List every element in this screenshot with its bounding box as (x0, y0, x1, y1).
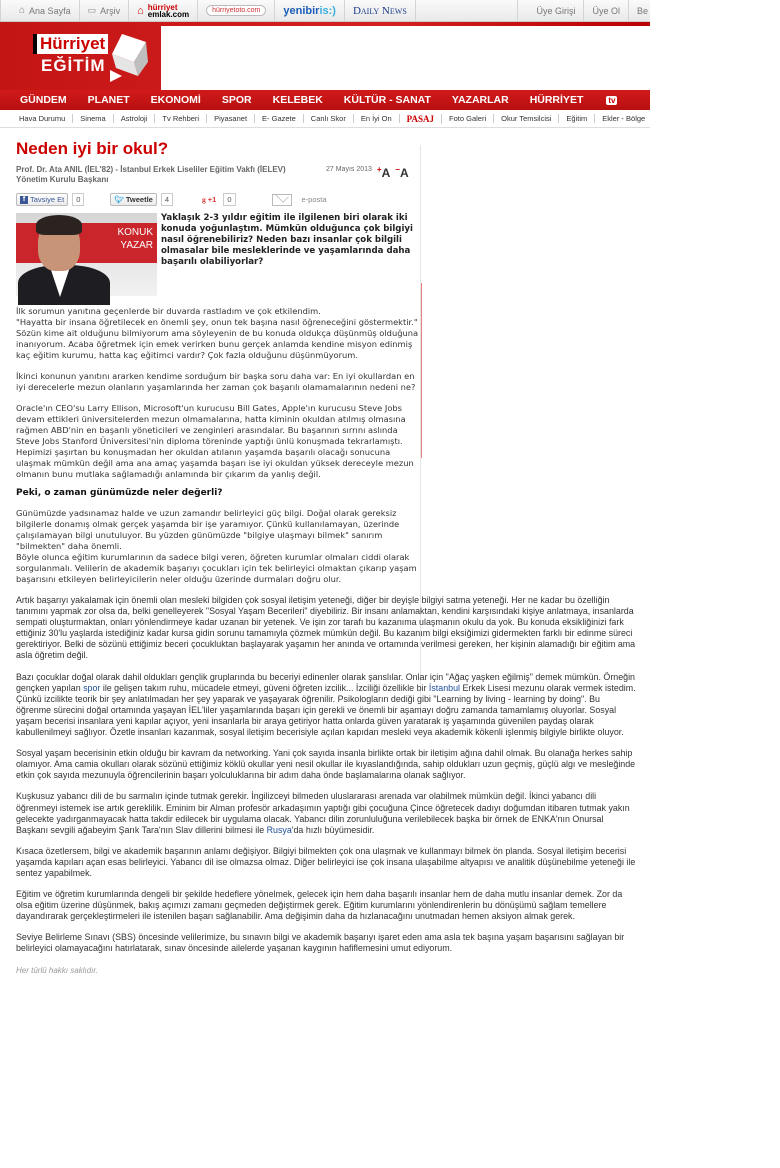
home-icon: ⌂ (19, 5, 26, 16)
guest-writer-label: KONUK YAZAR (117, 227, 153, 251)
font-increase-button[interactable]: +A (376, 165, 391, 180)
paragraph: Sözün kime ait olduğunu bilmiyorum ama söyleyenin de bu konuda oldukça düşünmüş olduğuna inanıyorum. Acaba öğretmek için emek verirken bunu gerçek anlamda kendine misyon edinmiş kaç eğitim kurumu, hatta kaç eğitimci vardır? Çok fazla olduğunu düşünmüyorum. (16, 328, 419, 360)
nav-saglik-yasam[interactable]: SAĞLIK - YAŞAM (659, 94, 746, 106)
email-envelope-icon[interactable] (272, 194, 292, 206)
subnav-canli-skor[interactable]: Canlı Skor (304, 114, 354, 123)
subnav-foto-galeri[interactable]: Foto Galeri (442, 114, 494, 123)
nav-kultur-sanat[interactable]: KÜLTÜR - SANAT (343, 94, 431, 106)
article-intro: Yaklaşık 2-3 yıldır eğitim ile ilgilenen biri olarak iki konuda yoğunlaştım. Mümkün olduğunca çok bilgiyi nasıl öğrenebiliriz? Neden bazı insanlar çok bilgili olmasalar bile mesleklerinde ve yaşamlarında daha başarılı olabiliyorlar? (161, 213, 413, 267)
quote: "Hayatta bir insana öğretilecek en önemli şey, onun tek başına nasıl öğreneceğini göstermektir." (16, 317, 418, 327)
nav-ekonomi[interactable]: EKONOMİ (150, 94, 201, 106)
nav-gundem[interactable]: GÜNDEM (20, 94, 67, 106)
paragraph: Oracle'ın CEO'su Larry Ellison, Microsoft'un kurucusu Bill Gates, Apple'ın kurucusu Steve Jobs devam ettikleri üniversitelerden mezun olmamalarına, hatta kiminin okuldan atılmış olmasına rağmen ABD'nin en başarılı yöneticileri ve zenginleri arasındalar. Bu başarının sırrını aslında Steve Jobs Stanford Üniversitesi'nin diploma töreninde yaptığı ünlü konuşmada tekrarlamıştı. Hepimizi şaşırtan bu konuşmadan her okuldan atılanın yaşamda başarılı olacağı sonucuna ulaşmak mümkün değil ama ana amaç yaşamda başarı ise iyi okuldan yüksek dereceyle mezun olmanın bunu mutlaka sağlamadığı anlamında bir çıkarım da yanlış değil. (16, 403, 414, 479)
hurriyet-emlak-link[interactable]: ⌂ hürriyet emlak.com (129, 0, 198, 21)
google-plus-icon: g (202, 195, 206, 204)
subnav-hava-durumu[interactable]: Hava Durumu (12, 114, 73, 123)
font-decrease-button[interactable]: −A (395, 165, 409, 180)
cube-logo-icon (108, 32, 148, 82)
share-bar (16, 193, 650, 206)
nav-yazarlar[interactable]: YAZARLAR (451, 94, 509, 106)
advertisement-banner[interactable] (161, 26, 650, 90)
more-link[interactable]: Be (628, 0, 650, 21)
nav-hurriyet-tv[interactable]: HÜRRİYET tv (529, 94, 616, 106)
copyright-notice: Her türlü hakkı saklıdır. (16, 965, 98, 975)
subnav-e-gazete[interactable]: E- Gazete (255, 114, 304, 123)
paragraph: Kuşkusuz yabancı dili de bu sarmalın içinde tutmak gerekir. İngilizceyi bilmeden uluslararası arenada var olabilmek mümkün değil. İkinci yabancı dili öğrenmeyi istemek ise artık gereklilik. Eminim bir Alman profesör arkadaşımın yaptığı gibi çocuğuna Çince öğretecek dadıyı doğumdan itibaren tutmak yakın gelecekte yadırganmayacak hatta takdir edilecek bir uygulama olacak. Yabancı dilin zorunluluğuna verilebilecek başka bir örnek de ENKA'nın Onursal Başkanı sevgili ağabeyim Şarık Tara'nın Slav dillerini bilmesi ile Rusya'da hızlı büyümesidir. (16, 791, 630, 835)
subnav-astroloji[interactable]: Astroloji (114, 114, 156, 123)
hurriyet-oto-link[interactable]: hürriyetoto.com (198, 0, 275, 21)
facebook-icon: f (20, 196, 28, 204)
guest-author-photo (16, 213, 157, 296)
subnav-piyasanet[interactable]: Piyasanet (207, 114, 255, 123)
nav-spor[interactable]: SPOR (221, 94, 252, 106)
google-plus-count: 0 (223, 193, 235, 206)
paragraph: İlk sorumun yanıtına geçenlerde bir duvarda rastladım ve çok etkilendim. (16, 306, 321, 316)
subnav-sinema[interactable]: Sinema (73, 114, 113, 123)
nav-more[interactable]: TE (766, 94, 780, 106)
subnav-en-iyi-on[interactable]: En İyi On (354, 114, 400, 123)
paragraph: Sosyal yaşam becerisinin etkin olduğu bir kavram da networking. Yani çok sayıda insanla birlikte ortak bir iletişim ağına dahil olmak. Bu olanağa herkes sahip olamıyor. Ama camia okulları olarak sözünü ettiğimiz köklü okullar yeni nesil okullar ile kıyaslandığında, sahip oldukları uzun geçmiş, güçlü algı ve mesleğinde etkin çok sayıda mezunuyla öğrencilerinin başarı yolculuklarına bir adım daha önde başlamalarına olanak sağlıyor. (16, 748, 636, 781)
tweet-button[interactable]: 🐦︎ Tweetle (110, 193, 156, 206)
email-share-link[interactable]: e-posta (301, 195, 327, 204)
section-subheading: Peki, o zaman günümüzde neler değerli? (16, 488, 223, 498)
nav-kelebek[interactable]: KELEBEK (272, 94, 323, 106)
paragraph: İkinci konunun yanıtını ararken kendime sorduğum bir başka soru daha var: En iyi okullardan en iyi derecelerle mezun olanların yaşamlarında her zaman çok başarılı olamamalarının nedeni ne? (16, 371, 416, 392)
paragraph: Seviye Belirleme Sınavı (SBS) öncesinde velilerimize, bu sınavın bilgi ve akademik başarıyı işaret eden ama asla tek başına yaşam başarısını sağlayan bir belirleyici olamayacağını hatırlatarak, sınav öncesinde ailelerde yaşanan kaygının hafiflemesini umut ediyorum. (16, 932, 625, 954)
facebook-recommend-button[interactable]: f Tavsiye Et (16, 193, 68, 206)
google-plus-button[interactable]: g +1 (202, 195, 217, 204)
facebook-count: 0 (72, 193, 84, 206)
register-link[interactable]: Üye Ol (583, 0, 628, 21)
subnav-pasaj[interactable]: PASAJ (400, 114, 442, 124)
tv-badge-icon: tv (608, 96, 616, 105)
article (0, 139, 650, 975)
top-utility-bar (0, 0, 650, 22)
main-navigation (0, 90, 780, 110)
member-login-link[interactable]: Üye Girişi (517, 0, 583, 21)
author-byline: Prof. Dr. Ata ANIL (İEL'82) - İstanbul Erkek Liseliler Eğitim Vakfı (İELEV) Yönetim Kurulu Başkanı (16, 165, 286, 184)
rusya-link[interactable]: Rusya (266, 824, 292, 835)
archive-link[interactable]: ▭ Arşiv (80, 0, 130, 21)
house-icon: ⌂ (137, 4, 144, 17)
article-date: 27 Mayıs 2013 (326, 166, 372, 173)
nav-planet[interactable]: PLANET (87, 94, 130, 106)
paragraph: Artık başarıyı yakalamak için önemli olan mesleki bilgiden çok sosyal iletişim yeteneği, diğer bir deyişle bilgiyi satma yeteneği. Her ne kadar bu özelliğin tanımını yapmak zor olsa da, belki genelleyerek "Sosyal Yaşam Becerileri" diyebiliriz. Bir insanı anlamaktan, kendini karşısındaki kişiye anlatmaya, insanlarda sempati oluşturmaktan, onları yönlendirmeye kadar uzanan bir yetenek. Ve işin zor tarafı bu kazanıma ulaşmanın okulu da yok. Bu konuda eksikliğinizi fark ettiğiniz 30'lu yaşlarda istediğiniz kadar kursa gidin sorunu tamamıyla çözmek mümkün değil. Bu kazanım bilgi eksiğimizi gidermekten farklı bir edinme süreci gerektiriyor. Belki de sözünü ettiğimiz beceri çocukluktan başlayarak yaşamın her anında ve ortamında verilmesi gereken, her kişinin alamadığı bir eğitim ama asla öğretim değil. (16, 595, 636, 661)
home-link[interactable]: ⌂ Ana Sayfa (0, 0, 80, 21)
istanbul-link[interactable]: İstanbul (428, 682, 460, 693)
tweet-count: 4 (161, 193, 173, 206)
subnav-tv-rehberi[interactable]: Tv Rehberi (155, 114, 207, 123)
site-header (0, 22, 650, 90)
sub-navigation (0, 110, 650, 128)
spor-link[interactable]: spor (83, 682, 101, 693)
subnav-egitim[interactable]: Eğitim (559, 114, 595, 123)
subnav-okur-temsilcisi[interactable]: Okur Temsilcisi (494, 114, 559, 123)
subnav-ekler-bolge[interactable]: Ekler - Bölge (602, 114, 646, 123)
paragraph: Bazı çocuklar doğal olarak dahil oldukları gençlik gruplarında bu beceriyi edinenler olarak şanslılar. Onlar için "Ağaç yaşken eğilmiş" demek mümkün. Örneğin gençken yapılan spor ile gelişen takım ruhu, mücadele etmeyi, güveni öğreten izcilik... İzciliği özellikle bir İstanbul Erkek Lisesi mezunu olarak vermek istedim. Çünkü izcilikte teorik bir şey anlatılmadan her şey yaparak ve yaşayarak öğrenilir. Psikologların dediği gibi "Learning by living - learning by doing". Bu öğrenme sürecini doğal ortamında yaşayan İEL'liler yaşamlarında başarı için gerekli ve önemli bir aşamayı doğru zamanda tamamlamış oluyorlar. Sosyal yaşam becerisi insanlara yeni kapılar açıyor, yeni insanlarla bir araya getiriyor hatta onlarda güven yaratarak iş yaşamında güvenilen paydaş olarak kabullenilmeyi sağlıyor. Özetle insanları kazanmak, sosyal iletişim becerisiyle açılan kapıdan mesleki veya akademik kökenli işlenmiş bilgiyle birlikte oluyor. (16, 671, 636, 738)
paragraph: Böyle olunca eğitim kurumlarının da sadece bilgi veren, öğreten kurumlar olmaları ciddi olarak sorgulanmalı. Velilerin de akademik başarıyı çocukları için tek belirleyici olmaktan çıkarıp yaşam başarısını etkileyen belirleyicilerin neler olduğu üzerinde durmaları doğru olur. (16, 552, 417, 584)
hurriyet-egitim-logo[interactable]: Hürriyet EĞİTİM (0, 22, 160, 90)
daily-news-link[interactable]: Daily News (345, 0, 416, 21)
archive-icon: ▭ (87, 5, 97, 15)
yenibiris-link[interactable]: yenibiris:) (275, 0, 345, 21)
paragraph: Kısaca özetlersem, bilgi ve akademik başarının anlamı değişiyor. Bilgiyi bilmekten çok ona ulaşmak ve kullanmayı bilmek ön planda. Sosyal iletişim becerisi yaşamda kapıları açan esas belirleyici. Yabancı dil ise olmazsa olmaz. Diğer belirleyici ise çok insana ulaşabilme altyapısı ve analitik düşünebilme yeteneği ile sentez yapabilmek. (16, 845, 636, 878)
paragraph: Eğitim ve öğretim kurumlarında dengeli bir şekilde hedeflere yönelmek, gelecek için hem daha başarılı insanlar hem de daha mutlu insanlar demek. Zor da olsa eğitim üzerine düşünmek, bakış açımızı zamanı geçmeden değiştirmek gerek. Eğitim kurumlarını yönlendirenlerin bu dönüşümü sağlam temellere dayandırarak gerçekleştirmeleri ile istenilen başarı sağlanabilir. Ama değişimin daha da hızlanacağını unutmadan hemen aksiyon almak gerek. (16, 889, 623, 922)
article-title: Neden iyi bir okul? (16, 139, 169, 158)
twitter-bird-icon: 🐦︎ (114, 195, 124, 204)
paragraph: Günümüzde yadsınamaz halde ve uzun zamandır belirleyici güç bilgi. Doğal olarak gereksiz bilgilerle donamış olmak gerçek yaşamda bir işe yaramıyor. Çünkü kullanılamayan, üzerinde çalışılamayan bilgi unutuluyor. Bu yüzden günümüzde "bilgiye ulaşmayı bilmek" sanırım "bilmekten" daha önemli. (16, 508, 400, 551)
